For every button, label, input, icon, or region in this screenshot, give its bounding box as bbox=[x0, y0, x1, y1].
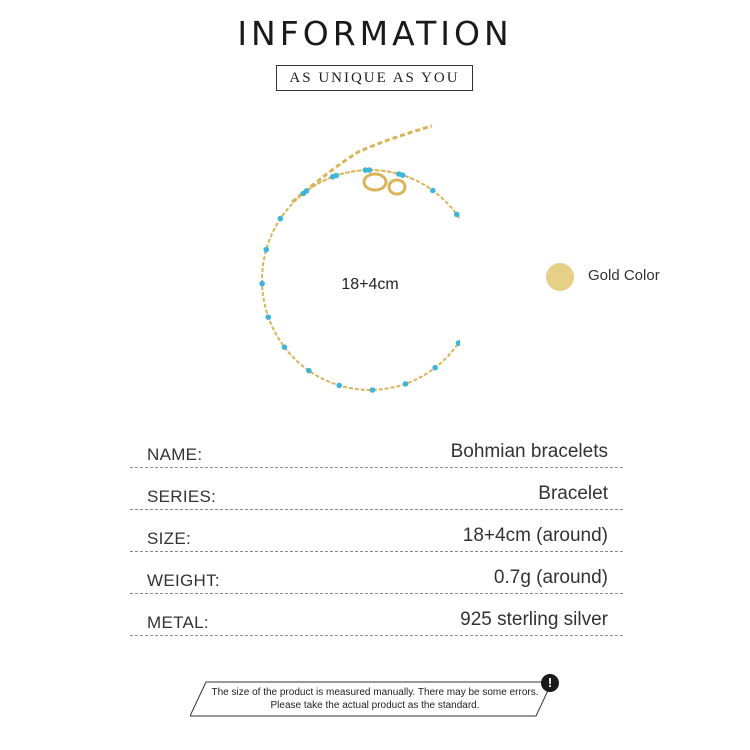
bead bbox=[403, 381, 409, 387]
spec-row-series bbox=[130, 479, 623, 510]
bead bbox=[454, 212, 460, 218]
spec-value: Bohmian bracelets bbox=[450, 441, 608, 462]
bead bbox=[263, 247, 269, 253]
bracelet-chain bbox=[262, 126, 460, 390]
subtitle-text: AS UNIQUE AS YOU bbox=[289, 69, 460, 86]
bead bbox=[330, 174, 336, 180]
spec-value: Bracelet bbox=[538, 483, 608, 504]
spec-key: NAME: bbox=[147, 445, 203, 464]
notice-line-2: Please take the actual product as the standard. bbox=[270, 700, 480, 711]
spec-row-size bbox=[130, 521, 623, 552]
spec-row-name bbox=[130, 437, 623, 468]
notice-line-1: The size of the product is measured manually. There may be some errors. bbox=[211, 687, 539, 698]
bead bbox=[301, 191, 307, 197]
extender-chain bbox=[292, 126, 432, 202]
spec-value: 0.7g (around) bbox=[493, 567, 608, 588]
bead bbox=[278, 216, 284, 222]
bead bbox=[259, 281, 265, 287]
spec-value: 925 sterling silver bbox=[460, 609, 608, 630]
bead bbox=[282, 344, 288, 350]
bead bbox=[430, 188, 436, 194]
spec-row-metal bbox=[130, 605, 623, 636]
gold-color-swatch[interactable] bbox=[546, 263, 574, 291]
spec-key: SIZE: bbox=[147, 529, 192, 548]
spec-value: 18+4cm (around) bbox=[462, 525, 608, 546]
bracelet-size-label: 18+4cm bbox=[341, 276, 399, 293]
spec-key: METAL: bbox=[147, 613, 209, 632]
bead bbox=[266, 314, 272, 320]
warning-icon: ! bbox=[541, 674, 559, 692]
bead bbox=[432, 365, 438, 371]
bead bbox=[306, 368, 312, 374]
spec-key: WEIGHT: bbox=[147, 571, 220, 590]
page-title: INFORMATION bbox=[237, 14, 513, 53]
clasp-icon bbox=[364, 174, 405, 194]
bead bbox=[363, 167, 369, 173]
bead bbox=[370, 387, 376, 393]
spec-key: SERIES: bbox=[147, 487, 217, 506]
notice-text bbox=[205, 686, 545, 712]
bead bbox=[396, 171, 402, 177]
bead bbox=[336, 383, 342, 389]
subtitle-badge bbox=[276, 65, 473, 91]
bracelet-image bbox=[240, 110, 460, 410]
spec-row-weight bbox=[130, 563, 623, 594]
color-option-label: Gold Color bbox=[588, 267, 660, 284]
